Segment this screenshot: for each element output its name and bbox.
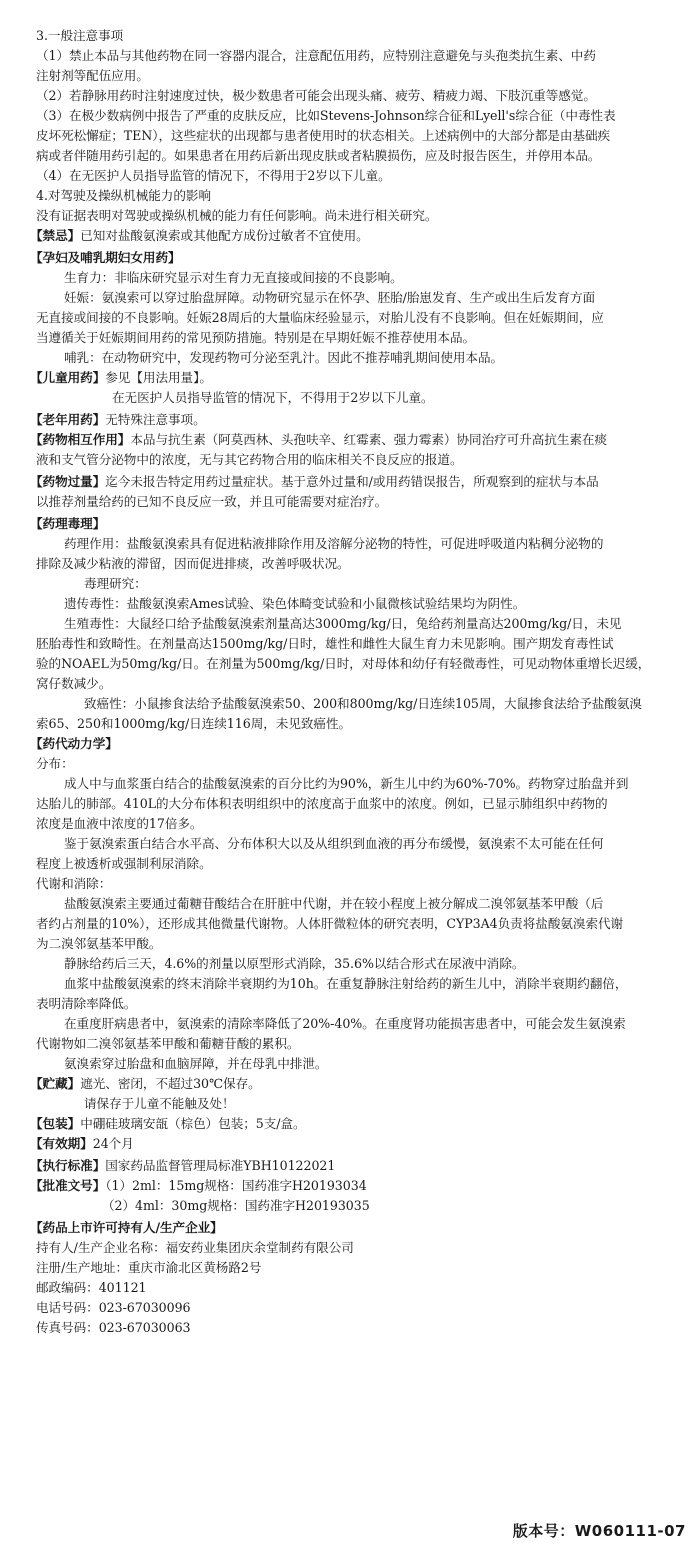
text-line (30, 226, 369, 246)
text-line (30, 1134, 134, 1154)
text-line: 为二溴邻氨基苯甲酸。 (36, 936, 162, 951)
section-label: 【儿童用药】 (30, 370, 106, 385)
text-line: 窝仔数减少。 (36, 676, 112, 691)
text-line: 鉴于氨溴索蛋白结合水平高、分布体积大以及从组织到血液的再分布缓慢，氨溴索不太可能在任何 (64, 836, 604, 851)
text-line: 传真号码：023-67030063 (36, 1320, 191, 1335)
text-line: 4.对驾驶及操纵机械能力的影响 (36, 188, 211, 203)
text-line: 电话号码：023-67030096 (36, 1300, 191, 1315)
text-line: 毒理研究： (84, 576, 147, 591)
section-label: 【批准文号】 (30, 1178, 106, 1193)
text-line: 浓度是血液中浓度的17倍多。 (36, 816, 203, 831)
text-line: 在无医护人员指导监管的情况下，不得用于2岁以下儿童。 (112, 390, 434, 405)
text-line (30, 1176, 367, 1196)
text-line: 胚胎毒性和致畸性。在剂量高达1500mg/kg/日时，雄性和雌性大鼠生育力未见影响。围产期发育毒性试 (36, 636, 614, 651)
text-line: 皮坏死松懈症；TEN），这些症状的出现都与患者使用时的状态相关。上述病例中的大部分都是由基础疾 (36, 128, 611, 143)
text-line (30, 430, 607, 450)
text-line: 生育力：非临床研究显示对生育力无直接或间接的不良影响。 (64, 270, 403, 285)
text-line: 没有证据表明对驾驶或操纵机械的能力有任何影响。尚未进行相关研究。 (36, 208, 438, 223)
text-line: 索65、250和1000mg/kg/日连续116周，未见致癌性。 (36, 716, 352, 731)
text-line: 哺乳：在动物研究中，发现药物可分泌至乳汁。因此不推荐哺乳期间使用本品。 (64, 350, 504, 365)
section-label: 【禁忌】 (30, 228, 81, 243)
text-line: （2）若静脉用药时注射速度过快，极少数患者可能会出现头痛、疲劳、精疲力竭、下肢沉重等感觉。 (36, 88, 596, 103)
section-label: 【药物相互作用】 (30, 432, 131, 447)
section-text: 迄今未报告特定用药过量症状。基于意外过量和/或用药错误报告，所观察到的症状与本品 (105, 474, 599, 489)
section-heading: 【药代动力学】 (30, 736, 118, 751)
text-line: 注射剂等配伍应用。 (36, 68, 149, 83)
section-label: 【药物过量】 (30, 474, 106, 489)
text-line: 氨溴索穿过胎盘和血脑屏障，并在母乳中排泄。 (64, 1056, 328, 1071)
text-line: 代谢和消除： (36, 876, 112, 891)
section-text: 无特殊注意事项。 (105, 412, 206, 427)
text-line: 液和支气管分泌物中的浓度，无与其它药物合用的临床相关不良反应的报道。 (36, 452, 463, 467)
text-line: 血浆中盐酸氨溴索的终末消除半衰期约为10h。在重复静脉注射给药的新生儿中，消除半衰期约翻倍， (64, 976, 628, 991)
text-line: 持有人/生产企业名称：福安药业集团庆余堂制药有限公司 (36, 1240, 354, 1255)
text-line: 达胎儿的肺部。410L的大分布体积表明组织中的浓度高于血浆中的浓度。例如，已显示肺组织中药物的 (36, 796, 608, 811)
section-heading: 【药理毒理】 (30, 516, 106, 531)
text-line: 分布： (36, 756, 74, 771)
section-heading: 【药品上市许可持有人/生产企业】 (30, 1220, 223, 1235)
text-line: 者约占剂量的10%），还形成其他微量代谢物。人体肝微粒体的研究表明，CYP3A4负责将盐酸氨溴索代谢 (36, 916, 624, 931)
version-number: 版本号：W060111-07 (512, 1522, 686, 1540)
section-label: 【执行标准】 (30, 1158, 106, 1173)
section-text: 24个月 (92, 1136, 134, 1151)
text-line: 3.一般注意事项 (36, 28, 124, 43)
text-line: 致癌性：小鼠掺食法给予盐酸氨溴索50、200和800mg/kg/日连续105周，大鼠掺食法给予盐酸氨溴 (84, 696, 642, 711)
text-line: 表明清除率降低。 (36, 996, 137, 1011)
text-line: （4）在无医护人员指导监管的情况下，不得用于2岁以下儿童。 (36, 168, 391, 183)
section-label: 【包装】 (30, 1116, 81, 1131)
text-line: 药理作用：盐酸氨溴索具有促进粘液排除作用及溶解分泌物的特性，可促进呼吸道内粘稠分泌物的 (64, 536, 604, 551)
text-line: 排除及减少粘液的滞留，因而促进排痰，改善呼吸状况。 (36, 556, 350, 571)
text-line (30, 1114, 306, 1134)
text-line: 病或者伴随用药引起的。如果患者在用药后新出现皮肤或者粘膜损伤，应及时报告医生，并停用本品。 (36, 148, 601, 163)
section-text: 国家药品监督管理局标准YBH10122021 (105, 1158, 336, 1173)
section-text: 中硼硅玻璃安瓿（棕色）包装；5支/盒。 (80, 1116, 306, 1131)
text-line: 邮政编码：401121 (36, 1280, 147, 1295)
text-line: 遗传毒性：盐酸氨溴索Ames试验、染色体畸变试验和小鼠微核试验结果均为阴性。 (64, 596, 526, 611)
text-line: 请保存于儿童不能触及处！ (84, 1096, 235, 1111)
text-line (30, 472, 599, 492)
section-text: 本品与抗生素（阿莫西林、头孢呋辛、红霉素、强力霉素）协同治疗可升高抗生素在痰 (130, 432, 608, 447)
section-text: 已知对盐酸氨溴索或其他配方成份过敏者不宜使用。 (80, 228, 369, 243)
text-line (30, 410, 206, 430)
section-label: 【老年用药】 (30, 412, 106, 427)
text-line: （2）4ml：30mg规格：国药准字H20193035 (102, 1198, 370, 1213)
text-line: 程度上被透析或强制利尿消除。 (36, 856, 212, 871)
text-line: 盐酸氨溴索主要通过葡糖苷酸结合在肝脏中代谢，并在较小程度上被分解成二溴邻氨基苯甲酸（后 (64, 896, 604, 911)
text-line: 注册/生产地址：重庆市渝北区黄杨路2号 (36, 1260, 262, 1275)
section-text: 参见【用法用量】。 (105, 370, 212, 385)
text-line: 成人中与血浆蛋白结合的盐酸氨溴索的百分比约为90%，新生儿中约为60%-70%。药物穿过胎盘并到 (64, 776, 629, 791)
text-line: 静脉给药后三天，4.6%的剂量以原型形式消除，35.6%以结合形式在尿液中消除。 (64, 956, 525, 971)
text-line: （3）在极少数病例中报告了严重的皮肤反应，比如Stevens-Johnson综合征和Lyell's综合征（中毒性表 (36, 108, 616, 123)
text-line: 无直接或间接的不良影响。妊娠28周后的大量临床经验显示，对胎儿没有不良影响。但在妊娠期间，应 (36, 310, 604, 325)
section-heading: 【孕妇及哺乳期妇女用药】 (30, 250, 181, 265)
text-line: 当遵循关于妊娠期间用药的常见预防措施。特别是在早期妊娠不推荐使用本品。 (36, 330, 476, 345)
text-line: 以推荐剂量给药的已知不良反应一致，并且可能需要对症治疗。 (36, 494, 388, 509)
section-label: 【贮藏】 (30, 1076, 81, 1091)
section-text: 遮光、密闭，不超过30℃保存。 (80, 1076, 261, 1091)
text-line: 代谢物如二溴邻氨基苯甲酸和葡糖苷酸的累积。 (36, 1036, 300, 1051)
section-label: 【有效期】 (30, 1136, 93, 1151)
text-line (30, 368, 212, 388)
text-line (30, 1156, 335, 1176)
text-line: （1）禁止本品与其他药物在同一容器内混合，注意配伍用药，应特别注意避免与头孢类抗生素、中药 (36, 48, 596, 63)
text-line (30, 1074, 261, 1094)
section-text: （1）2ml：15mg规格：国药准字H20193034 (105, 1178, 367, 1193)
text-line: 妊娠：氨溴索可以穿过胎盘屏障。动物研究显示在怀孕、胚胎/胎崽发育、生产或出生后发育方面 (64, 290, 596, 305)
text-line: 验的NOAEL为50mg/kg/日。在剂量为500mg/kg/日时，对母体和幼仔有轻微毒性，可见动物体重增长迟缓， (36, 656, 651, 671)
text-line: 在重度肝病患者中，氨溴索的清除率降低了20%-40%。在重度肾功能损害患者中，可能会发生氨溴索 (64, 1016, 626, 1031)
text-line: 生殖毒性：大鼠经口给予盐酸氨溴索剂量高达3000mg/kg/日，兔给药剂量高达200mg/kg/日，未见 (64, 616, 622, 631)
